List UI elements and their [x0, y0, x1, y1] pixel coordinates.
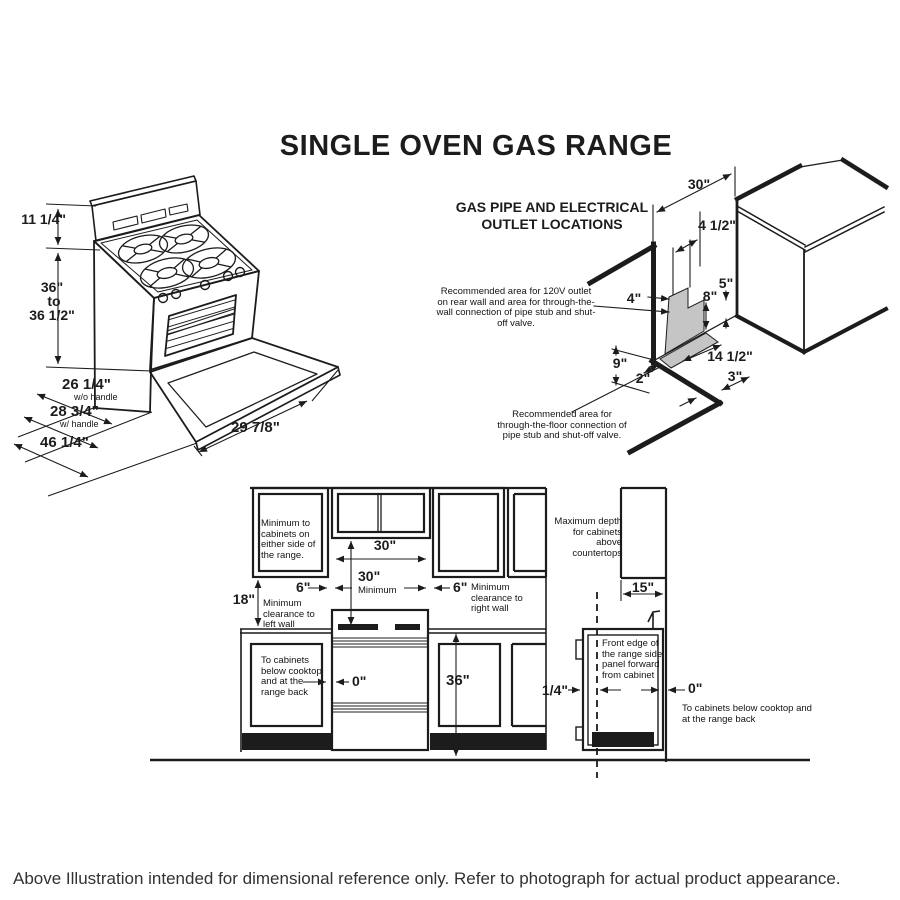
dim-gas-30: 30" — [687, 176, 711, 192]
front-below-note: To cabinets below cooktop and at the range back — [261, 655, 322, 698]
dim-front-30-top: 30" — [373, 537, 397, 553]
front-left-wall-note: Minimum clearance to left wall — [263, 598, 315, 631]
dim-depth-no-handle: 26 1/4" — [62, 376, 111, 393]
dim-backsplash-height: 11 1/4" — [21, 211, 66, 227]
dim-depth-handle-note: w/ handle — [60, 419, 99, 429]
dim-gas-3: 3" — [727, 368, 743, 384]
dim-gas-2: 2" — [635, 370, 651, 386]
dim-height-max: 36 1/2" — [29, 307, 75, 323]
gas-wall-note: Recommended area for 120V outlet on rear wall and area for through-the-wall connection of pipe stub and shut-off valve. — [436, 286, 596, 329]
dim-side-15: 15" — [631, 579, 655, 595]
dim-front-36: 36" — [446, 672, 470, 689]
dim-depth-total: 46 1/4" — [40, 434, 89, 451]
footer-disclaimer: Above Illustration intended for dimensional reference only. Refer to photograph for actual product appearance. — [13, 869, 841, 888]
dim-gas-8: 8" — [702, 288, 718, 304]
dim-front-18: 18" — [232, 591, 255, 607]
gas-floor-note: Recommended area for through-the-floor connection of pipe stub and shut-off valve. — [497, 409, 627, 442]
dim-depth-no-handle-note: w/o handle — [74, 392, 118, 402]
dim-gas-9: 9" — [612, 355, 628, 371]
dim-height-join: to — [47, 293, 61, 309]
dim-height-min: 36" — [40, 279, 64, 295]
dim-side-quarter: 1/4" — [541, 682, 568, 698]
gas-heading-line2: OUTLET LOCATIONS — [481, 216, 623, 232]
range-3d-illustration — [90, 176, 340, 450]
dim-door-width: 29 7/8" — [231, 419, 280, 436]
side-max-depth-note: Maximum depth for cabinets above countertops — [554, 516, 622, 559]
page-title: SINGLE OVEN GAS RANGE — [279, 130, 673, 162]
front-minimum-word: Minimum — [358, 585, 397, 596]
dim-front-6-left: 6" — [296, 579, 311, 595]
dim-gas-14half: 14 1/2" — [707, 348, 753, 364]
front-right-wall-note: Minimum clearance to right wall — [471, 582, 523, 615]
side-front-edge-note: Front edge of the range side panel forward from cabinet — [602, 638, 663, 681]
dim-side-0: 0" — [688, 680, 703, 696]
front-side-cabinets-note: Minimum to cabinets on either side of the range. — [261, 518, 316, 561]
dim-gas-4: 4" — [626, 290, 642, 306]
dim-front-0: 0" — [352, 673, 367, 689]
side-below-note: To cabinets below cooktop and at the range back — [682, 703, 812, 725]
dim-front-6-right: 6" — [453, 579, 468, 595]
dim-gas-5: 5" — [718, 275, 734, 291]
dim-gas-4half: 4 1/2" — [698, 217, 736, 233]
dim-depth-handle: 28 3/4" — [50, 403, 99, 420]
dim-front-30-min: 30" — [358, 568, 381, 584]
gas-heading-line1: GAS PIPE AND ELECTRICAL — [455, 199, 649, 215]
